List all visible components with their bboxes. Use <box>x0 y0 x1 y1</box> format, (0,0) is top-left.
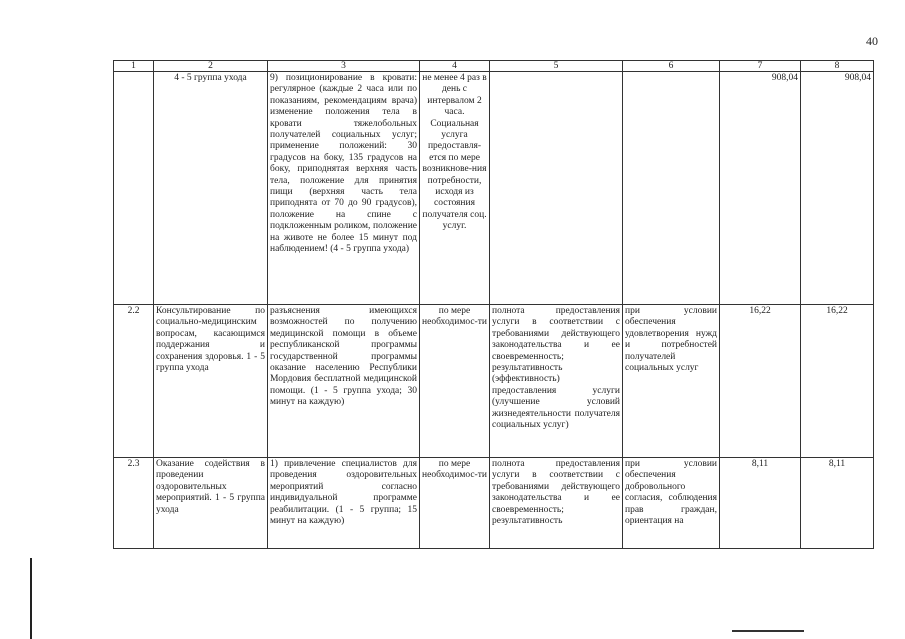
service-frequency: по мере необходимос-ти <box>420 458 490 549</box>
service-description: 9) позиционирование в кровати: регулярное (каждые 2 часа или по показаниям, рекомендациям врача) изменение положения тела в кровати тяжелобольных получателей социальных услуг; применение положений: 30 градусов на боку, 135 градусов на боку, приподнятая верхняя часть тела, положение для принятия пищи (верхняя часть тела приподнята от 70 до 90 градусов), положение на спине с подкложенным роликом, положение на животе не более 15 минут под наблюдением! (4 - 5 группа ухода) <box>268 72 420 305</box>
header-cell-3: 3 <box>268 61 420 72</box>
service-frequency: по мере необходимос-ти <box>420 305 490 458</box>
value-col-8: 8,11 <box>801 458 874 549</box>
header-cell-7: 7 <box>720 61 801 72</box>
service-name: 4 - 5 группа ухода <box>154 72 268 305</box>
page-number: 40 <box>866 34 878 48</box>
header-row <box>114 61 874 72</box>
table-row <box>114 72 874 305</box>
quality-criteria: полнота предоставления услуги в соответствии с требованиями действующего законодательства и ее своевременность; результативность <box>490 458 623 549</box>
row-number: 2.3 <box>114 458 154 549</box>
service-description: разъяснения имеющихся возможностей по получению медицинской помощи в объеме республиканской программы государственной программы оказание населению Республики Мордовия бесплатной медицинской помощи. (1 - 5 группа ухода; 30 минут на каждую) <box>268 305 420 458</box>
table-row <box>114 305 874 458</box>
value-col-7: 8,11 <box>720 458 801 549</box>
service-conditions: при условии обеспечения удовлетворения нужд и потребностей получателей социальных услуг <box>623 305 720 458</box>
row-number: 2.2 <box>114 305 154 458</box>
services-table <box>113 60 874 549</box>
service-conditions: при условии обеспечения добровольного согласия, соблюдения прав граждан, ориентация на <box>623 458 720 549</box>
service-conditions <box>623 72 720 305</box>
quality-criteria: полнота предоставления услуги в соответствии с требованиями действующего законодательства и ее своевременность; результативность (эффективность) предоставления услуги (улучшение условий жизнедеятельности получателя социальных услуг) <box>490 305 623 458</box>
value-col-8: 908,04 <box>801 72 874 305</box>
service-name: Консультирование по социально-медицинским вопросам, касающимся поддержания и сохранения здоровья. 1 - 5 группа ухода <box>154 305 268 458</box>
bottom-rule <box>732 630 804 632</box>
value-col-7: 908,04 <box>720 72 801 305</box>
header-cell-2: 2 <box>154 61 268 72</box>
service-frequency: не менее 4 раз в день с интервалом 2 часа. Социальная услуга предоставля-ется по мере возникнове-ния потребности, исходя из состояния получателя соц. услуг. <box>420 72 490 305</box>
header-cell-4: 4 <box>420 61 490 72</box>
service-name: Оказание содействия в проведении оздоровительных мероприятий. 1 - 5 группа ухода <box>154 458 268 549</box>
scan-edge-line <box>30 558 32 639</box>
quality-criteria <box>490 72 623 305</box>
header-cell-8: 8 <box>801 61 874 72</box>
row-number <box>114 72 154 305</box>
value-col-7: 16,22 <box>720 305 801 458</box>
header-cell-1: 1 <box>114 61 154 72</box>
service-description: 1) привлечение специалистов для проведения оздоровительных мероприятий согласно индивидуальной программе реабилитации. (1 - 5 группа; 15 минут на каждую) <box>268 458 420 549</box>
value-col-8: 16,22 <box>801 305 874 458</box>
header-cell-5: 5 <box>490 61 623 72</box>
table-row <box>114 458 874 549</box>
header-cell-6: 6 <box>623 61 720 72</box>
